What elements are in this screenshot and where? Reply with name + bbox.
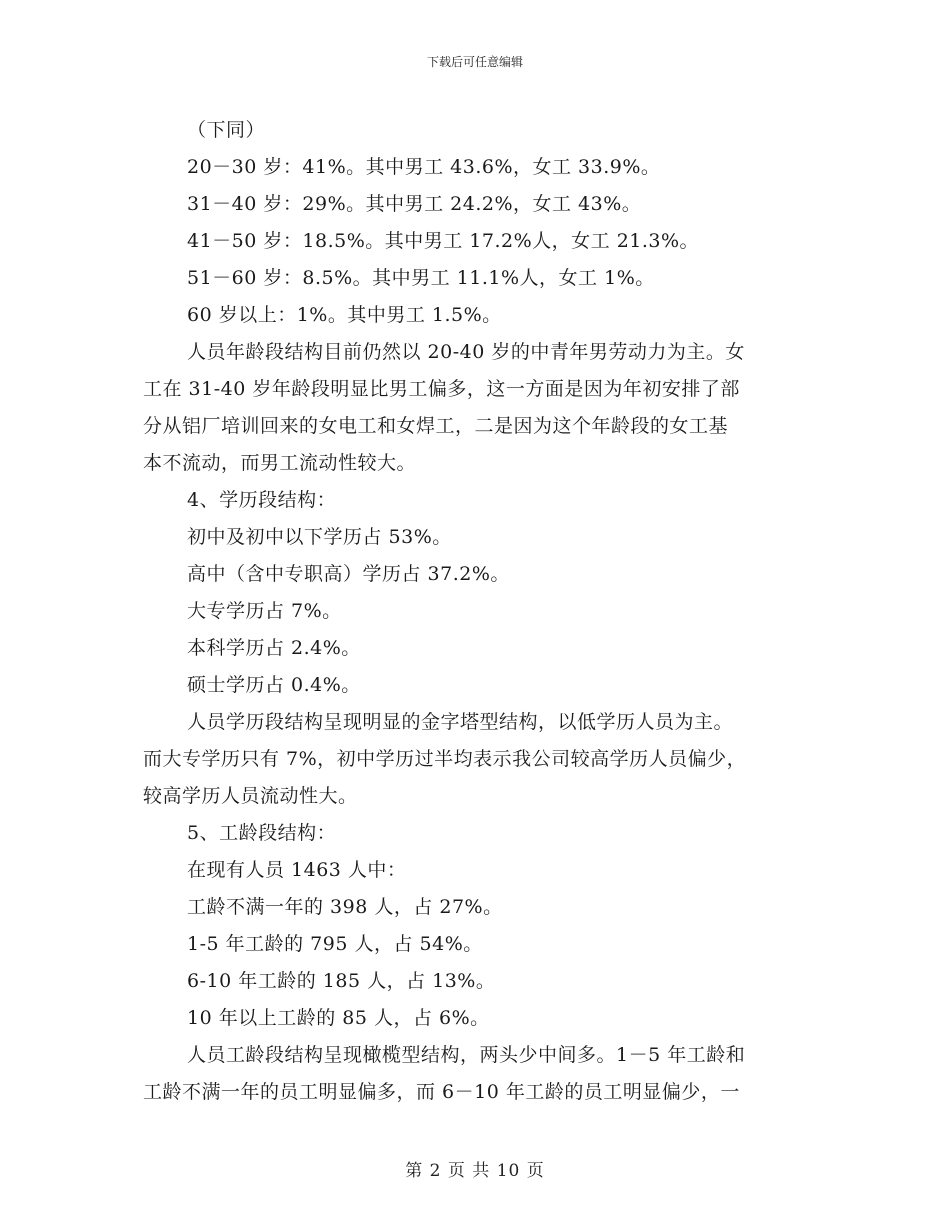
tenure-line: 6-10 年工龄的 185 人，占 13%。 xyxy=(187,970,496,992)
section-heading-tenure: 5、工龄段结构： xyxy=(187,822,337,844)
age-line: 20－30 岁：41%。其中男工 43.6%，女工 33.9%。 xyxy=(187,156,661,178)
header-note: 下载后可任意编辑 xyxy=(426,55,523,69)
age-line: （下同） xyxy=(187,119,266,141)
paragraph-line: 人员工龄段结构呈现橄榄型结构，两头少中间多。1－5 年工龄和 xyxy=(187,1044,746,1066)
page-number-footer: 第 2 页 共 10 页 xyxy=(405,1161,545,1181)
paragraph-line: 人员年龄段结构目前仍然以 20-40 岁的中青年男劳动力为主。女 xyxy=(187,341,745,363)
section-heading-education: 4、学历段结构： xyxy=(187,489,337,511)
paragraph-line: 较高学历人员流动性大。 xyxy=(143,785,358,807)
tenure-line: 工龄不满一年的 398 人，占 27%。 xyxy=(187,896,503,918)
education-line: 高中（含中专职高）学历占 37.2%。 xyxy=(187,563,510,585)
age-line: 51－60 岁：8.5%。其中男工 11.1%人，女工 1%。 xyxy=(187,267,655,289)
age-summary-paragraph xyxy=(143,334,805,482)
education-line: 大专学历占 7%。 xyxy=(187,600,342,622)
tenure-line: 在现有人员 1463 人中： xyxy=(187,859,407,881)
paragraph-line: 人员学历段结构呈现明显的金字塔型结构，以低学历人员为主。 xyxy=(187,711,734,733)
age-line: 41－50 岁：18.5%。其中男工 17.2%人，女工 21.3%。 xyxy=(187,230,700,252)
document-body xyxy=(143,112,805,1111)
paragraph-line: 分从铝厂培训回来的女电工和女焊工，二是因为这个年龄段的女工基 xyxy=(143,415,729,437)
tenure-summary-paragraph xyxy=(143,1037,805,1111)
paragraph-line: 而大专学历只有 7%，初中学历过半均表示我公司较高学历人员偏少， xyxy=(143,748,747,770)
paragraph-line: 本不流动，而男工流动性较大。 xyxy=(143,452,417,474)
paragraph-line: 工龄不满一年的员工明显偏多，而 6－10 年工龄的员工明显偏少，一 xyxy=(143,1081,740,1103)
age-line: 60 岁以上：1%。其中男工 1.5%。 xyxy=(187,304,502,326)
paragraph-line: 工在 31-40 岁年龄段明显比男工偏多，这一方面是因为年初安排了部 xyxy=(143,378,740,400)
education-line: 硕士学历占 0.4%。 xyxy=(187,674,361,696)
education-line: 本科学历占 2.4%。 xyxy=(187,637,361,659)
tenure-line: 1-5 年工龄的 795 人，占 54%。 xyxy=(187,933,483,955)
age-line: 31－40 岁：29%。其中男工 24.2%，女工 43%。 xyxy=(187,193,642,215)
education-line: 初中及初中以下学历占 53%。 xyxy=(187,526,452,548)
tenure-line: 10 年以上工龄的 85 人，占 6%。 xyxy=(187,1007,490,1029)
education-summary-paragraph xyxy=(143,704,805,815)
